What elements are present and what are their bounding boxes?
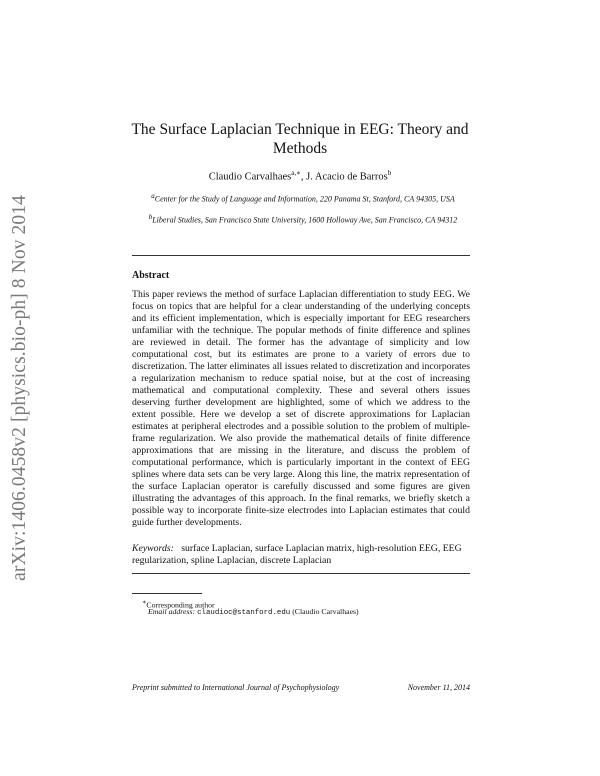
- author-affiliation-mark: a,∗: [291, 169, 301, 177]
- author-list: [130, 169, 470, 183]
- abstract-body: This paper reviews the method of surface Laplacian differentiation to study EEG. We focus on topics that are helpful for a clear understanding of the underlying concepts and its efficient implementation, which is especially important for EEG researchers unfamiliar with the technique. The popular methods of finite difference and splines are reviewed in detail. The former has the advantage of simplicity and low computational cost, but its estimates are prone to a variety of errors due to discretization. The latter eliminates all issues related to discretization and incorporates a regularization mechanism to reduce spatial noise, but at the cost of increasing mathematical and computational complexity. These and several others issues deserving further development are highlighted, some of which we address to the extent possible. Here we develop a set of discrete approximations for Laplacian estimates at peripheral electrodes and a possible solution to the problem of multiple-frame regularization. We also provide the mathematical details of finite difference approximations that are missing in the literature, and discuss the problem of computational performance, which is particularly important in the context of EEG splines where data sets can be very large. Along this line, the matrix representation of the surface Laplacian operator is carefully discussed and some figures are given illustrating the advantages of this approach. In the final remarks, we briefly sketch a possible way to incorporate finite-size electrodes into Laplacian estimates that could guide further developments.: [132, 289, 470, 528]
- abstract-top-rule: [132, 255, 470, 256]
- email-owner: (Claudio Carvalhaes): [292, 607, 359, 616]
- arxiv-identifier: arXiv:1406.0458v2 [physics.bio-ph] 8 Nov 2014: [9, 195, 30, 581]
- author-name: J. Acacio de Barros: [306, 171, 388, 183]
- preprint-date: November 11, 2014: [407, 683, 470, 692]
- abstract-bottom-rule: [132, 573, 470, 574]
- footnote-rule: [132, 593, 202, 594]
- affiliation-text: Center for the Study of Language and Information, 220 Panama St, Stanford, CA 94305, USA: [154, 194, 455, 204]
- affiliation-text: Liberal Studies, San Francisco State University, 1600 Holloway Ave, San Francisco, CA 94312: [152, 215, 458, 225]
- author-name: Claudio Carvalhaes: [208, 171, 292, 183]
- author-affiliation-mark: b: [387, 169, 392, 177]
- paper-title: The Surface Laplacian Technique in EEG: Theory and Methods: [131, 121, 469, 157]
- keywords: [132, 543, 470, 567]
- affiliation: [148, 212, 458, 226]
- footnote-mark: ∗: [142, 599, 147, 606]
- keywords-label: Keywords:: [132, 543, 174, 554]
- affiliation-mark: a: [151, 192, 155, 200]
- footnote-email: [148, 607, 486, 618]
- affiliation-mark: b: [148, 213, 153, 221]
- arxiv-stamp: [0, 0, 40, 776]
- preprint-note: Preprint submitted to International Journal of Psychophysiology: [132, 683, 340, 692]
- author-separator: ,: [300, 171, 307, 183]
- footnote-text: Corresponding author: [146, 600, 215, 610]
- keywords-text: surface Laplacian, surface Laplacian matrix, high-resolution EEG, EEG regularization, spline Laplacian, discrete Laplacian: [132, 543, 462, 566]
- abstract-heading: Abstract: [132, 270, 170, 281]
- email-label: Email address:: [148, 607, 196, 616]
- email-address[interactable]: claudioc@stanford.edu: [197, 609, 291, 617]
- affiliation: [148, 191, 458, 205]
